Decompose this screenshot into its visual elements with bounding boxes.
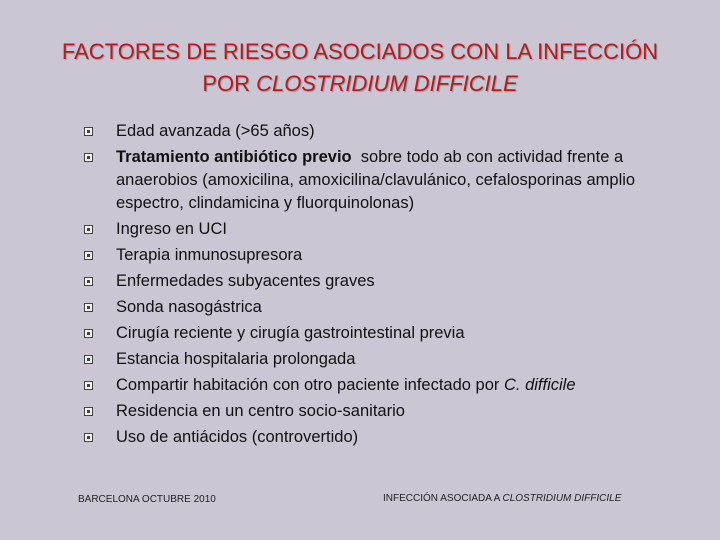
- title-line-2-italic: CLOSTRIDIUM DIFFICILE: [256, 71, 518, 96]
- list-item: [84, 374, 684, 397]
- item-text: Cirugía reciente y cirugía gastrointestinal previa: [116, 324, 465, 342]
- bullet-icon: [84, 381, 93, 390]
- item-bold-text: Tratamiento antibiótico previo: [116, 148, 352, 166]
- list-item: [84, 270, 684, 293]
- item-text: sobre todo ab con actividad frente a anaerobios (amoxicilina, amoxicilina/clavulánico, cefalosporinas amplio espectro, clindamicina y fluorquinolonas): [116, 148, 640, 212]
- footer-topic: [383, 493, 621, 504]
- list-item: [84, 426, 684, 449]
- item-italic-text: C. difficile: [503, 376, 576, 394]
- bullet-icon: [84, 127, 93, 136]
- risk-factor-list: [84, 120, 684, 452]
- bullet-icon: [84, 303, 93, 312]
- list-item: [84, 244, 684, 267]
- item-text: Edad avanzada (>65 años): [116, 122, 315, 140]
- list-item: [84, 120, 684, 143]
- item-text: Sonda nasogástrica: [116, 298, 262, 316]
- list-item: [84, 322, 684, 345]
- item-text: Uso de antiácidos (controvertido): [116, 428, 359, 446]
- bullet-icon: [84, 407, 93, 416]
- item-text: Ingreso en UCI: [116, 220, 227, 238]
- bullet-icon: [84, 153, 93, 162]
- list-item: [84, 218, 684, 241]
- footer-topic-prefix: INFECCIÓN ASOCIADA A: [383, 493, 503, 504]
- bullet-icon: [84, 433, 93, 442]
- item-text: Estancia hospitalaria prolongada: [116, 350, 356, 368]
- list-item: [84, 146, 684, 215]
- item-text: Terapia inmunosupresora: [116, 246, 303, 264]
- slide-title: [20, 36, 700, 100]
- list-item: [84, 400, 684, 423]
- item-text: Compartir habitación con otro paciente infectado por: [116, 376, 504, 394]
- list-item: [84, 348, 684, 371]
- item-text: Residencia en un centro socio-sanitario: [116, 402, 405, 420]
- list-item: [84, 296, 684, 319]
- bullet-icon: [84, 277, 93, 286]
- title-line-2-prefix: POR: [202, 71, 257, 96]
- footer-date: BARCELONA OCTUBRE 2010: [78, 494, 216, 505]
- bullet-icon: [84, 355, 93, 364]
- item-text: Enfermedades subyacentes graves: [116, 272, 375, 290]
- bullet-icon: [84, 329, 93, 338]
- bullet-icon: [84, 225, 93, 234]
- title-line-1: FACTORES DE RIESGO ASOCIADOS CON LA INFECCIÓN: [61, 39, 659, 64]
- title-line-2: [20, 68, 700, 100]
- bullet-icon: [84, 251, 93, 260]
- footer-topic-italic: CLOSTRIDIUM DIFFICILE: [502, 493, 622, 504]
